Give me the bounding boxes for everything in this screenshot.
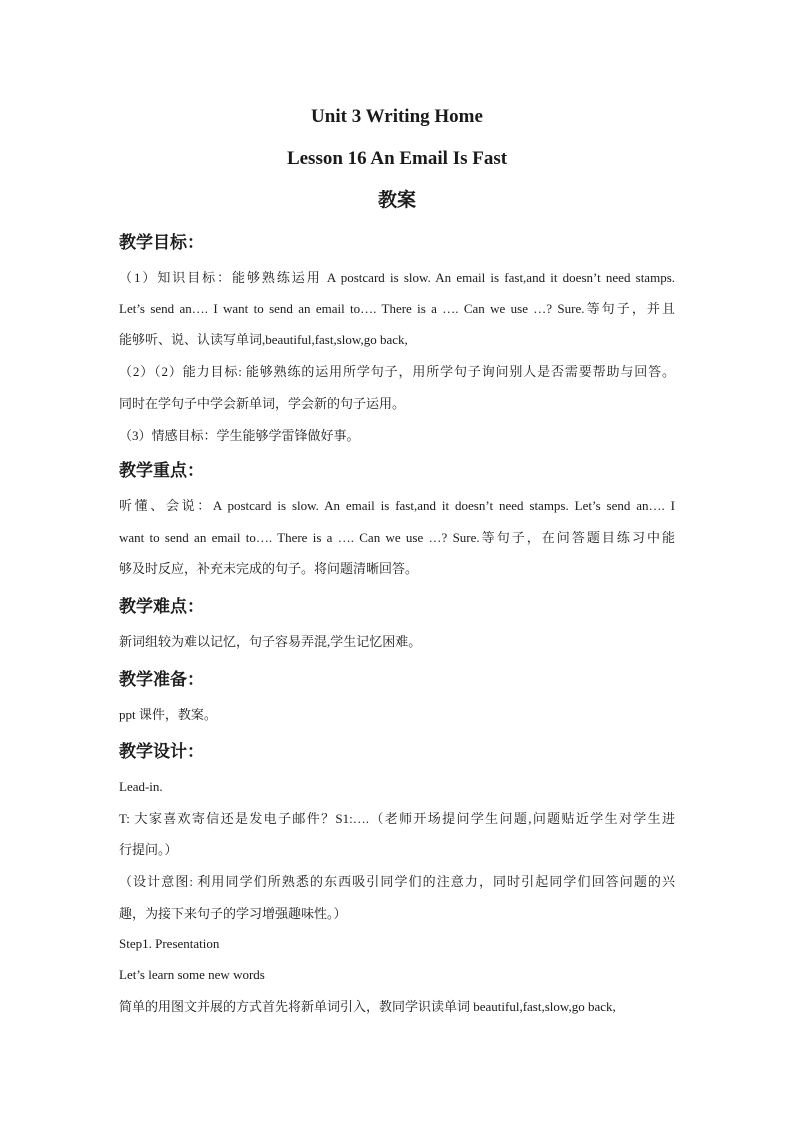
design-line: 简单的用图文并展的方式首先将新单词引入，教同学识读单词 beautiful,fast,slow,go back,	[119, 999, 616, 1014]
design-line: Step1. Presentation	[119, 936, 220, 951]
design-line: Lead-in.	[119, 779, 163, 794]
objectives-heading: 教学目标：	[119, 233, 204, 252]
objectives-line: 能够听、说、认读写单词,beautiful,fast,slow,go back,	[119, 332, 408, 347]
keypoints-line: 听懂、会说：A postcard is slow. An email is fast,and it doesn’t need stamps. Let’s send an…. I	[119, 498, 675, 513]
objectives-line: Let’s send an…. I want to send an email to…. There is a …. Can we use …? Sure.等句子，并且	[119, 301, 675, 316]
doc-type-title: 教案	[377, 190, 416, 211]
keypoints-heading: 教学重点：	[119, 461, 204, 480]
design-line: Let’s learn some new words	[119, 967, 265, 982]
objectives-line: （1）知识目标：能够熟练运用 A postcard is slow. An email is fast,and it doesn’t need stamps.	[119, 270, 675, 285]
objectives-line: （3）情感目标：学生能够学雷锋做好事。	[119, 428, 360, 443]
design-heading: 教学设计：	[119, 742, 204, 761]
lesson-title: Lesson 16 An Email Is Fast	[286, 148, 508, 169]
design-line: 趣，为接下来句子的学习增强趣味性。）	[119, 906, 347, 921]
unit-title: Unit 3 Writing Home	[311, 106, 483, 127]
design-line: （设计意图: 利用同学们所熟悉的东西吸引同学们的注意力，同时引起同学们回答问题的兴	[119, 874, 675, 889]
difficulties-line: 新词组较为难以记忆，句子容易弄混,学生记忆困难。	[119, 634, 422, 649]
preparation-line: ppt 课件，教案。	[119, 707, 217, 722]
difficulties-heading: 教学难点：	[119, 597, 204, 616]
objectives-line: 同时在学句子中学会新单词，学会新的句子运用。	[119, 396, 406, 411]
keypoints-line: 够及时反应，补充未完成的句子。将问题清晰回答。	[119, 561, 419, 576]
design-line: T: 大家喜欢寄信还是发电子邮件？S1:….（老师开场提问学生问题,问题贴近学生对学生进	[119, 811, 675, 826]
keypoints-line: want to send an email to…. There is a …. Can we use …? Sure.等句子，在问答题目练习中能	[119, 530, 675, 545]
objectives-line: （2）（2）能力目标: 能够熟练的运用所学句子，用所学句子询问别人是否需要帮助与回答。	[119, 364, 675, 379]
preparation-heading: 教学准备：	[119, 670, 204, 689]
design-line: 行提问。）	[119, 842, 178, 857]
